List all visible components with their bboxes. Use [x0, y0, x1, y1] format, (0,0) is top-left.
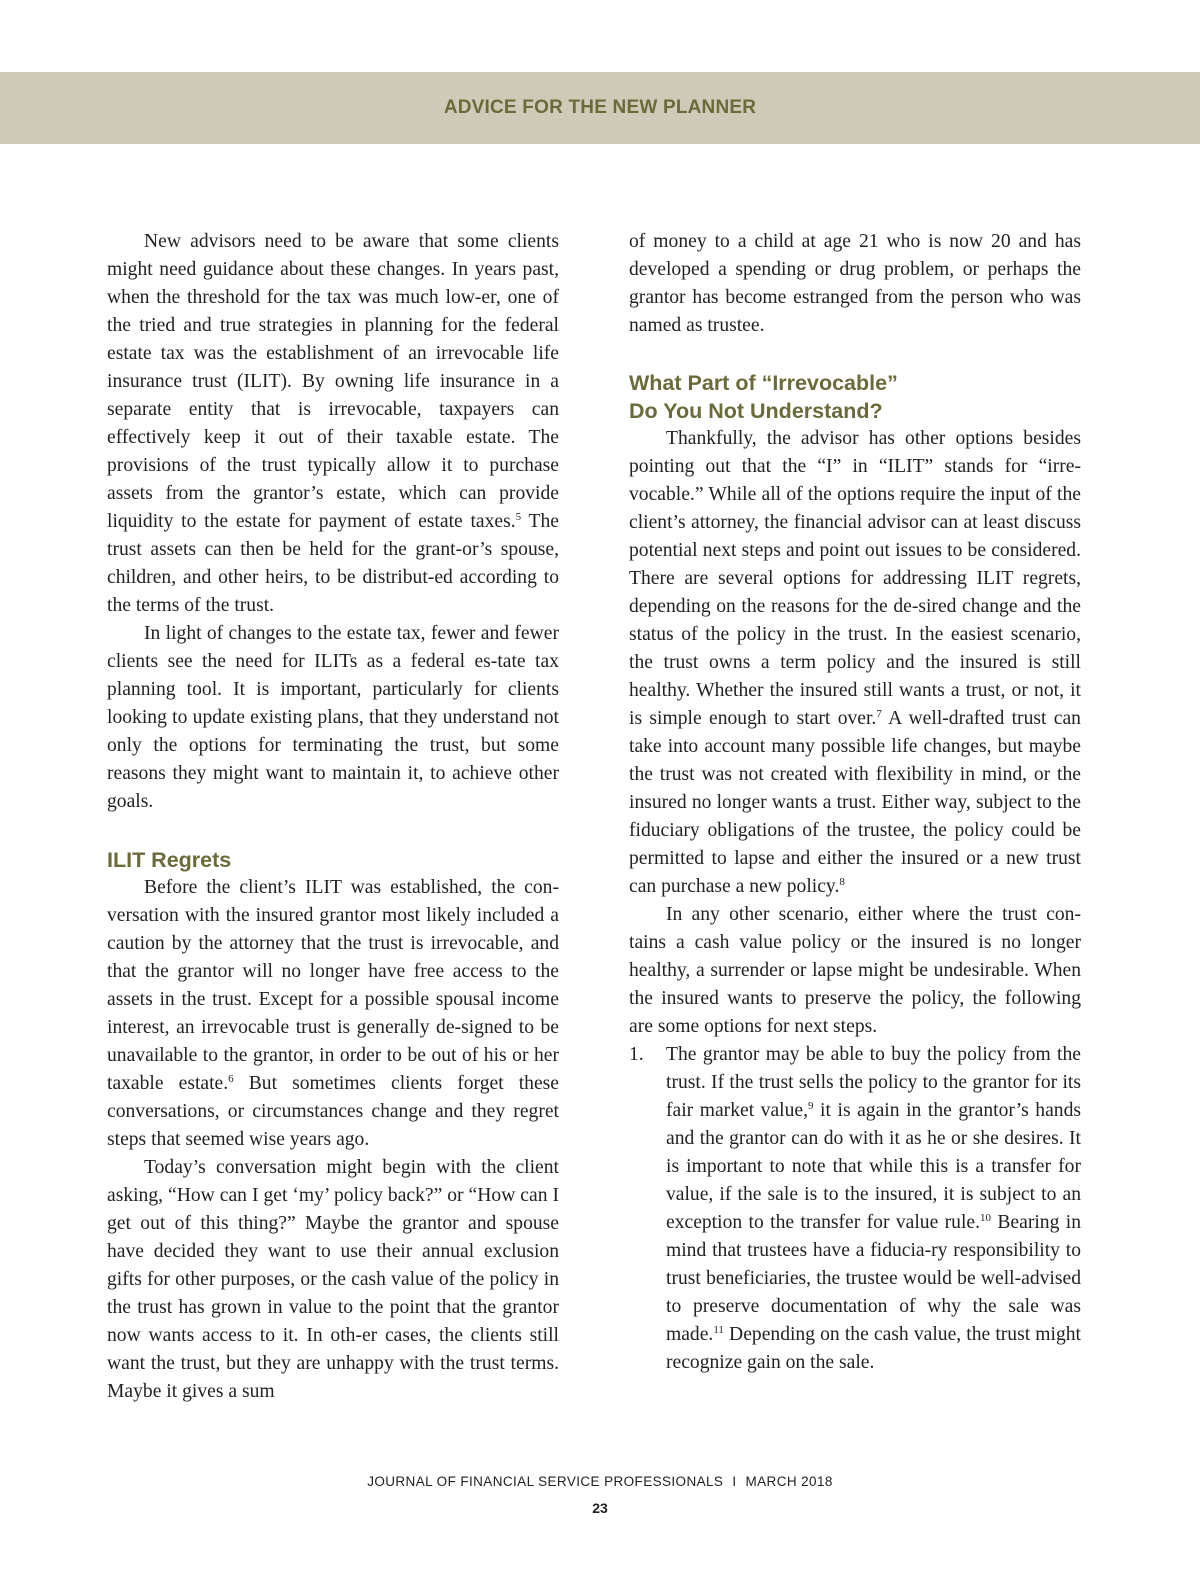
footnote-ref: 8 [839, 876, 845, 888]
paragraph [107, 228, 559, 620]
text-run: But sometimes clients forget these conversations, or circumstances change and they regret steps that seemed wise years ago. [107, 1073, 559, 1150]
text-run: Bearing in mind that trustees have a fiducia-ry responsibility to trust beneficiaries, the trustee would be well-advised to preserve documentation of why the sale was made. [666, 1212, 1081, 1345]
list-item [629, 1041, 1081, 1377]
section-title: ADVICE FOR THE NEW PLANNER [443, 97, 757, 118]
text-run: Depending on the cash value, the trust might recognize gain on the sale. [666, 1324, 1081, 1373]
section-banner [0, 72, 1200, 144]
footnote-ref: 9 [808, 1100, 814, 1112]
paragraph: In any other scenario, either where the trust con-tains a cash value policy or the insured is no longer healthy, a surrender or lapse might be undesirable. When the insured wants to preserve the policy, the following are some options for next steps. [629, 904, 1081, 1037]
issue-date: MARCH 2018 [745, 1474, 833, 1489]
paragraph [629, 425, 1081, 901]
section-heading: ILIT Regrets [107, 848, 232, 872]
running-footer [0, 1474, 1200, 1489]
paragraph: In light of changes to the estate tax, fewer and fewer clients see the need for ILITs as a federal es-tate tax planning tool. It is important, particularly for clients looking to update existing plans, that they understand not only the options for terminating the trust, but some reasons they might want to maintain it, to achieve other goals. [107, 623, 559, 812]
paragraph: Today’s conversation might begin with the client asking, “How can I get ‘my’ policy back?” or “How can I get out of this thing?” Maybe the grantor and spouse have decided they want to use their annual exclusion gifts for other purposes, or the cash value of the policy in the trust has grown in value to the point that the grantor now wants access to it. In oth-er cases, the clients still want the trust, but they are unhappy with the trust terms. Maybe it gives a sum [107, 1157, 559, 1402]
text-run: Before the client’s ILIT was established, the con-versation with the insured grantor most likely included a caution by the attorney that the trust is irrevocable, and that the grantor will no longer have free access to the assets in the trust. Except for a possible spousal income interest, an irrevocable trust is generally de-signed to be unavailable to the grantor, in order to be out of his or her taxable estate. [107, 877, 559, 1094]
page-number: 23 [592, 1500, 608, 1516]
text-run: Thankfully, the advisor has other options besides pointing out that the “I” in “ILIT” stands for “irre-vocable.” While all of the options require the input of the client’s attorney, the financial advisor can at least discuss potential next steps and point out issues to be considered. There are several options for addressing ILIT regrets, depending on the reasons for the de-sired change and the status of the policy in the trust. In the easiest scenario, the trust owns a term policy and the insured is still healthy. Whether the insured still wants a trust, or not, it is simple enough to start over. [629, 428, 1081, 729]
footnote-ref: 5 [515, 511, 522, 523]
footer-separator: I [732, 1474, 737, 1489]
right-column [629, 228, 1081, 1377]
text-run: A well-drafted trust can take into account many possible life changes, but maybe the trust was not created with flexibility in mind, or the insured no longer wants a trust. Either way, subject to the fiduciary obligations of the trustee, the policy could be permitted to lapse and either the insured or a new trust can purchase a new policy. [629, 708, 1081, 897]
heading-line: What Part of “Irrevocable” [629, 371, 898, 395]
heading-line: Do You Not Understand? [629, 399, 883, 423]
journal-name: JOURNAL OF FINANCIAL SERVICE PROFESSIONALS [367, 1474, 724, 1489]
text-run: The grantor may be able to buy the policy from the trust. If the trust sells the policy to the grantor for its fair market value, [666, 1044, 1081, 1121]
footnote-ref: 10 [980, 1212, 991, 1224]
list-text [666, 1041, 1081, 1377]
paragraph: of money to a child at age 21 who is now 20 and has developed a spending or drug problem, or perhaps the grantor has become estranged from the person who was named as trustee. [629, 231, 1081, 336]
footnote-ref: 6 [228, 1073, 234, 1085]
text-run: New advisors need to be aware that some clients might need guidance about these changes. In years past, when the threshold for the tax was much low-er, one of the tried and true strategies in planning for the federal estate tax was the establishment of an irrevocable life insurance trust (ILIT). By owning life insurance in a separate entity that is irrevocable, taxpayers can effectively keep it out of their taxable estate. The provisions of the trust typically allow it to purchase assets from the grantor’s estate, which can provide liquidity to the estate for payment of estate taxes. [107, 231, 559, 532]
left-column [107, 228, 559, 1406]
section-heading [629, 369, 1081, 425]
text-run: it is again in the grantor’s hands and the grantor can do with it as he or she desires. It is important to note that while this is a transfer for value, if the sale is to the insured, it is subject to an exception to the transfer for value rule. [666, 1100, 1081, 1233]
list-number: 1. [629, 1044, 644, 1065]
footnote-ref: 11 [713, 1324, 724, 1336]
footnote-ref: 7 [876, 708, 882, 720]
paragraph [107, 874, 559, 1154]
text-run: The trust assets can then be held for the grant-or’s spouse, children, and other heirs, to be distribut-ed according to the terms of the trust. [107, 511, 559, 616]
